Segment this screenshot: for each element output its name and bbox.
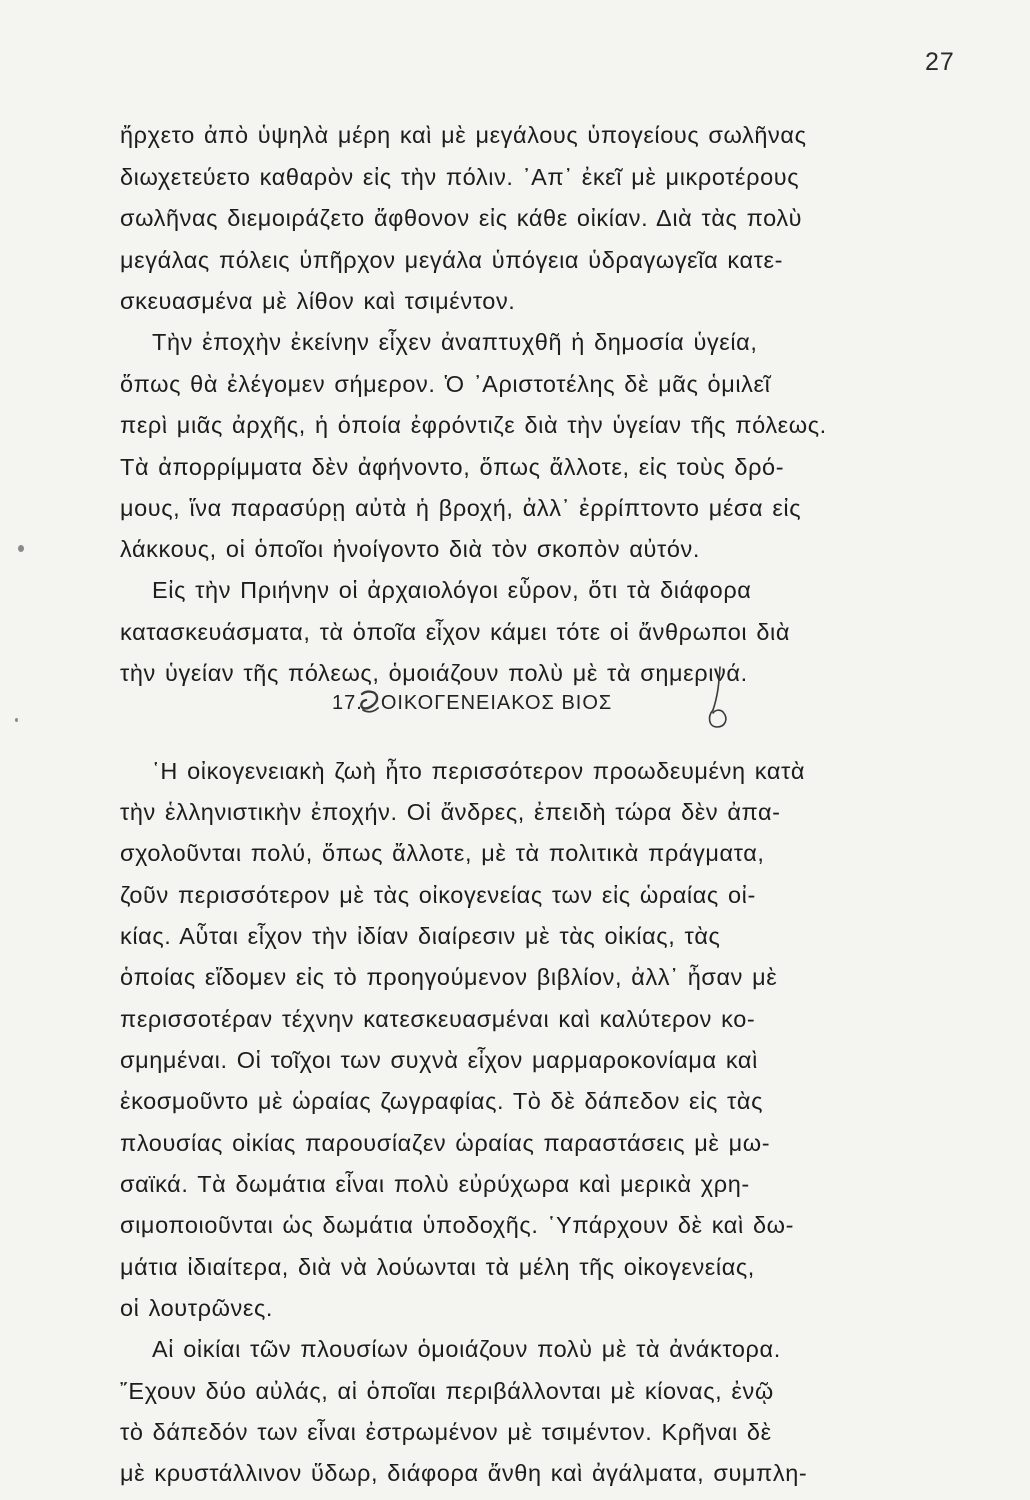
text-line: σωλῆνας διεμοιράζετο ἄφθονον εἰς κάθε οἰκίαν. Διὰ τὰς πολὺ bbox=[120, 205, 803, 231]
text-line: τὴν ὑγείαν τῆς πόλεως, ὁμοιάζουν πολὺ μὲ τὰ σημερινά. bbox=[120, 660, 748, 686]
scan-speck bbox=[18, 545, 24, 552]
text-line: σκευασμένα μὲ λίθον καὶ τσιμέντον. bbox=[120, 288, 516, 314]
text-line: μάτια ἰδιαίτερα, διὰ νὰ λούωνται τὰ μέλη τῆς οἰκογενείας, bbox=[120, 1254, 755, 1280]
section-title: ΟΙΚΟΓΕΝΕΙΑΚΟΣ ΒΙΟΣ bbox=[380, 692, 613, 714]
handwritten-mark-icon bbox=[357, 688, 383, 718]
text-line: διωχετεύετο καθαρὸν εἰς τὴν πόλιν. ᾿Απ᾿ ἐκεῖ μὲ μικροτέρους bbox=[120, 164, 800, 190]
text-line: μὲ κρυστάλλινον ὕδωρ, διάφορα ἄνθη καὶ ἀγάλματα, συμπλη- bbox=[120, 1460, 808, 1486]
text-line: περισσοτέραν τέχνην κατεσκευασμέναι καὶ καλύτερον κο- bbox=[120, 1006, 756, 1032]
text-line: οἱ λουτρῶνες. bbox=[120, 1295, 274, 1321]
text-line: ἐκοσμοῦντο μὲ ὡραίας ζωγραφίας. Τὸ δὲ δάπεδον εἰς τὰς bbox=[120, 1088, 763, 1114]
section-number: 17. bbox=[332, 692, 363, 714]
text-line: ῎Εχουν δύο αὐλάς, αἱ ὁποῖαι περιβάλλονται μὲ κίονας, ἐνῷ bbox=[120, 1378, 774, 1404]
text-line: τὴν ἑλληνιστικὴν ἐποχήν. Οἱ ἄνδρες, ἐπειδὴ τώρα δὲν ἀπα- bbox=[120, 799, 781, 825]
text-line: σαϊκά. Τὰ δωμάτια εἶναι πολὺ εὐρύχωρα καὶ μερικὰ χρη- bbox=[120, 1171, 750, 1197]
text-line: κίας. Αὗται εἶχον τὴν ἰδίαν διαίρεσιν μὲ τὰς οἰκίας, τὰς bbox=[120, 923, 721, 949]
text-line: σιμοποιοῦνται ὡς δωμάτια ὑποδοχῆς. ῾Υπάρχουν δὲ καὶ δω- bbox=[120, 1212, 794, 1238]
page-number: 27 bbox=[925, 48, 955, 76]
text-line: πλουσίας οἰκίας παρουσίαζεν ὡραίας παραστάσεις μὲ μω- bbox=[120, 1130, 771, 1156]
text-line: σμημέναι. Οἱ τοῖχοι των συχνὰ εἶχον μαρμαροκονίαμα καὶ bbox=[120, 1047, 758, 1073]
paragraph-start-line: Τὴν ἐποχὴν ἐκείνην εἶχεν ἀναπτυχθῆ ἡ δημοσία ὑγεία, bbox=[152, 329, 758, 355]
text-line: ὁποίας εἴδομεν εἰς τὸ προηγούμενον βιβλίον, ἀλλ᾿ ἦσαν μὲ bbox=[120, 964, 778, 990]
handwritten-stroke-icon bbox=[695, 665, 743, 735]
text-line: ὅπως θὰ ἐλέγομεν σήμερον. Ὁ ᾿Αριστοτέλης δὲ μᾶς ὁμιλεῖ bbox=[120, 371, 771, 397]
text-line: μους, ἵνα παρασύρῃ αὐτὰ ἡ βροχή, ἀλλ᾿ ἐρρίπτοντο μέσα εἰς bbox=[120, 495, 802, 521]
paragraph-start-line: ῾Η οἰκογενειακὴ ζωὴ ἦτο περισσότερον προωδευμένη κατὰ bbox=[152, 758, 806, 784]
text-line: σχολοῦνται πολύ, ὅπως ἄλλοτε, μὲ τὰ πολιτικὰ πράγματα, bbox=[120, 840, 765, 866]
paragraph-start-line: Αἱ οἰκίαι τῶν πλουσίων ὁμοιάζουν πολὺ μὲ τὰ ἀνάκτορα. bbox=[152, 1336, 781, 1362]
text-line: κατασκευάσματα, τὰ ὁποῖα εἶχον κάμει τότε οἱ ἄνθρωποι διὰ bbox=[120, 619, 791, 645]
text-line: ἤρχετο ἀπὸ ὑψηλὰ μέρη καὶ μὲ μεγάλους ὑπογείους σωλῆνας bbox=[120, 122, 807, 148]
text-line: μεγάλας πόλεις ὑπῆρχον μεγάλα ὑπόγεια ὑδραγωγεῖα κατε- bbox=[120, 247, 784, 273]
scan-speck bbox=[15, 718, 18, 722]
text-line: ζοῦν περισσότερον μὲ τὰς οἰκογενείας των εἰς ὡραίας οἰ- bbox=[120, 882, 756, 908]
text-line: Τὰ ἀπορρίμματα δὲν ἀφήνοντο, ὅπως ἄλλοτε, εἰς τοὺς δρό- bbox=[120, 454, 785, 480]
paragraph-start-line: Εἰς τὴν Πριήνην οἱ ἀρχαιολόγοι εὗρον, ὅτι τὰ διάφορα bbox=[152, 577, 752, 603]
text-line: τὸ δάπεδόν των εἶναι ἐστρωμένον μὲ τσιμέντον. Κρῆναι δὲ bbox=[120, 1419, 772, 1445]
text-line: περὶ μιᾶς ἀρχῆς, ἡ ὁποία ἐφρόντιζε διὰ τὴν ὑγείαν τῆς πόλεως. bbox=[120, 412, 827, 438]
text-line: λάκκους, οἱ ὁποῖοι ἠνοίγοντο διὰ τὸν σκοπὸν αὐτόν. bbox=[120, 536, 700, 562]
